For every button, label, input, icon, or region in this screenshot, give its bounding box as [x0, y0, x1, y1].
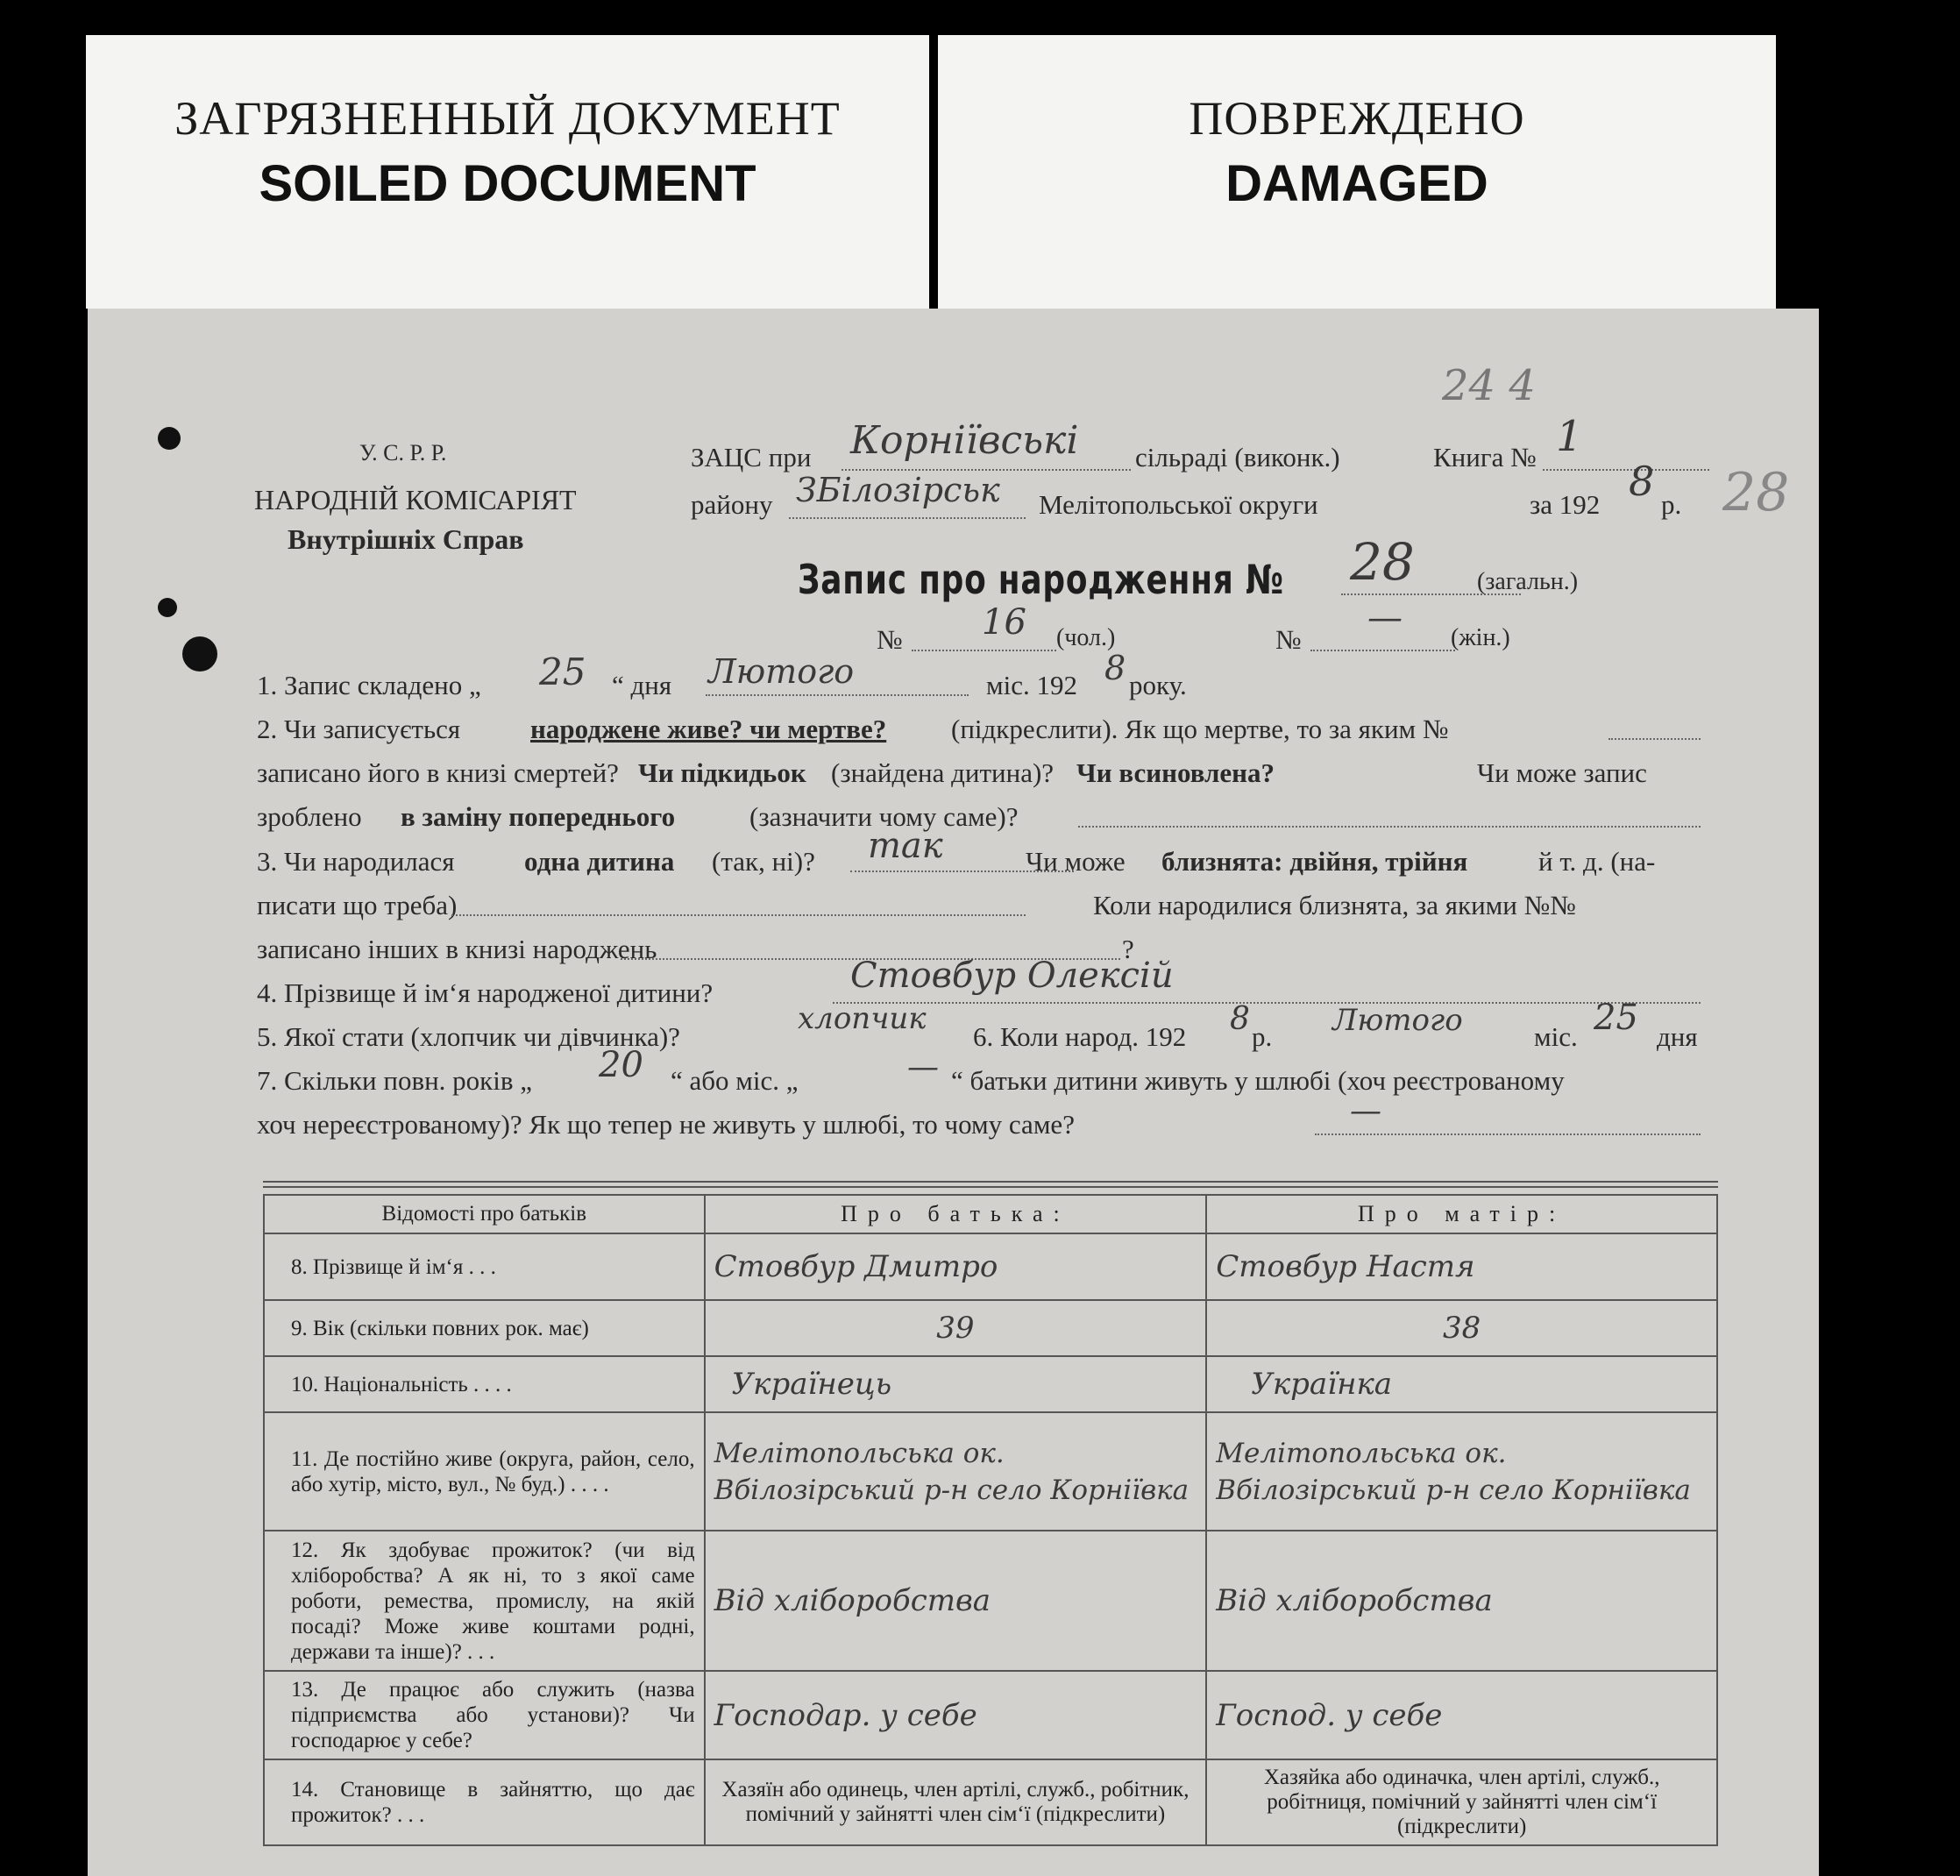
row-label-occupation-status: 14. Становище в зайняттю, що дає прожиток? . . .: [264, 1759, 705, 1845]
row-label-age: 9. Вік (скільки повних рок. має): [264, 1300, 705, 1356]
q6-text-e: дня: [1657, 1021, 1698, 1052]
father-livelihood: Від хліборобства: [705, 1531, 1207, 1671]
father-age: 39: [705, 1300, 1207, 1356]
q1-text-b: “ дня: [612, 670, 672, 700]
table-row: [264, 1671, 1717, 1759]
commissariat-header: НАРОДНІЙ КОМІСАРІЯТ: [254, 484, 577, 515]
q1-text-d: року.: [1129, 670, 1187, 700]
q2-line1-c: (підкреслити). Як що мертве, то за яким №: [951, 714, 1449, 744]
q2-line3-b: в заміну попереднього: [401, 801, 676, 832]
q3-line1-d: Чи може: [1026, 846, 1126, 877]
q1-month-handwritten: Лютого: [708, 652, 855, 691]
q3-line3-b: ?: [1122, 934, 1134, 964]
label-right-en: DAMAGED: [1225, 155, 1488, 212]
table-header-row: [264, 1195, 1717, 1233]
male-suffix: (чол.): [1056, 624, 1116, 651]
q3-line1-e: близнята: двійня, трійня: [1161, 846, 1468, 877]
q2-line3-fill: [1078, 826, 1701, 828]
pencil-mark-top: 24 4: [1442, 361, 1536, 410]
mother-occupation-status: Хазяйка або одиначка, член артілі, служб., робітниця, помічний у зайнятті член сім‘ї (підкреслити): [1206, 1759, 1717, 1845]
birth-record-form: [88, 309, 1819, 1876]
q3-single-handwritten: так: [868, 826, 943, 866]
raion-line: [789, 517, 1026, 519]
q1-text-a: 1. Запис складено „: [257, 670, 481, 700]
q5-text-a: 5. Якої стати (хлопчик чи дівчинка)?: [257, 1021, 680, 1052]
row-label-nationality: 10. Національність . . . .: [264, 1356, 705, 1412]
damaged-label: [938, 35, 1776, 309]
pencil-mark-right: 28: [1722, 462, 1790, 523]
q2-line3-c: (зазначити чому саме)?: [749, 801, 1019, 832]
header-mother: Про матір:: [1206, 1195, 1717, 1233]
female-line: [1310, 650, 1455, 651]
q2-line3-a: зроблено: [257, 801, 362, 832]
q2-line2-a: записано його в книзі смертей?: [257, 757, 619, 788]
q2-line1-b: народжене живе? чи мертве?: [530, 714, 887, 744]
book-line: [1543, 469, 1709, 471]
q7-line1-b: “ або міс. „: [671, 1065, 799, 1096]
parents-table: [263, 1194, 1718, 1846]
ussr-header: У. С. Р. Р.: [359, 440, 447, 465]
q6-text-b: 6. Коли народ. 192: [973, 1021, 1187, 1052]
father-name: Стовбур Дмитро: [705, 1233, 1207, 1300]
table-row: [264, 1300, 1717, 1356]
punch-hole-icon: [158, 598, 177, 617]
row-label-livelihood: 12. Як здобуває прожиток? (чи від хліборобства? А як ні, то з якої саме роботи, ремества, промислу, на якій посаді? Може живе коштами родні, держави та інше)? . . .: [264, 1531, 705, 1671]
year-handwritten: 8: [1629, 458, 1655, 505]
male-no-sign: №: [877, 624, 903, 655]
okrug-text: Мелітопольської округи: [1039, 489, 1318, 520]
row-label-residence: 11. Де постійно живе (округа, район, село, або хутір, місто, вул., № буд.) . . . .: [264, 1412, 705, 1531]
q3-line2-a: писати що треба): [257, 890, 458, 920]
father-workplace: Господар. у себе: [705, 1671, 1207, 1759]
header-info: Відомості про батьків: [264, 1195, 705, 1233]
punch-hole-icon: [158, 427, 181, 450]
soiled-document-label: [86, 35, 929, 309]
mother-name: Стовбур Настя: [1206, 1233, 1717, 1300]
mother-livelihood: Від хліборобства: [1206, 1531, 1717, 1671]
year-label: за 192: [1530, 489, 1601, 520]
table-row: [264, 1531, 1717, 1671]
table-row: [264, 1233, 1717, 1300]
q3-line1-f: й т. д. (на-: [1538, 846, 1656, 877]
q1-month-line: [706, 694, 969, 696]
q6-day-handwritten: 25: [1594, 998, 1638, 1038]
q7-line2-handwritten: —: [1350, 1093, 1381, 1129]
mother-age: 38: [1206, 1300, 1717, 1356]
father-occupation-status: Хазяїн або одинець, член артілі, служб., робітник, помічний у зайнятті член сім‘ї (підкреслити): [705, 1759, 1207, 1845]
mother-residence: Мелітопольська ок. Вбілозірський р-н село Корніївка: [1206, 1412, 1717, 1531]
q1-text-c: міс. 192: [986, 670, 1077, 700]
father-nationality: Українець: [705, 1356, 1207, 1412]
q4-child-name-handwritten: Стовбур Олексій: [850, 956, 1174, 996]
year-suffix: р.: [1661, 489, 1682, 520]
q3-line2-b: Коли народилися близнята, за якими №№: [1093, 890, 1576, 920]
q6-month-handwritten: Лютого: [1332, 1003, 1463, 1038]
female-no-sign: №: [1275, 624, 1302, 655]
q2-death-number-line: [1608, 738, 1701, 740]
book-label: Книга №: [1433, 442, 1537, 473]
label-left-ru: ЗАГРЯЗНЕННЫЙ ДОКУМЕНТ: [174, 92, 841, 145]
q7-years-handwritten: 20: [599, 1045, 643, 1085]
q7-months-handwritten: —: [907, 1049, 939, 1085]
raion-prefix: району: [691, 489, 773, 520]
header-father: Про батька:: [705, 1195, 1207, 1233]
q5-sex-handwritten: хлопчик: [798, 1001, 927, 1036]
q1-day-handwritten: 25: [539, 650, 586, 693]
male-number-handwritten: 16: [982, 602, 1026, 643]
q2-line1-a: 2. Чи записується: [257, 714, 461, 744]
zags-handwritten: Корніївські: [850, 418, 1079, 463]
q1-year-handwritten: 8: [1104, 649, 1126, 687]
q6-year-handwritten: 8: [1230, 1001, 1250, 1037]
q4-text: 4. Прізвище й ім‘я народженої дитини?: [257, 977, 714, 1008]
q3-line1-b: одна дитина: [524, 846, 675, 877]
q2-line2-b: Чи підкидьок: [638, 757, 806, 788]
q7-line: [1315, 1133, 1701, 1135]
q2-line2-d: Чи всиновлена?: [1076, 757, 1275, 788]
q3-line1-c: (так, ні)?: [712, 846, 815, 877]
label-right-ru: ПОВРЕЖДЕНО: [1189, 92, 1525, 145]
record-total-handwritten: 28: [1350, 532, 1415, 592]
raion-handwritten: ЗБілозірськ: [796, 471, 1000, 509]
q7-line1-c: “ батьки дитини живуть у шлюбі (хоч реєстрованому: [951, 1065, 1565, 1096]
male-line: [912, 650, 1056, 651]
father-residence: Мелітопольська ок. Вбілозірський р-н село Корніївка: [705, 1412, 1207, 1531]
mother-workplace: Господ. у себе: [1206, 1671, 1717, 1759]
row-label-workplace: 13. Де працює або служить (назва підприємства або установи)? Чи господарює у себе?: [264, 1671, 705, 1759]
q2-line2-e: Чи може запис: [1477, 757, 1647, 788]
label-left-en: SOILED DOCUMENT: [259, 155, 756, 212]
table-row: [264, 1412, 1717, 1531]
punch-hole-icon: [182, 636, 217, 672]
female-suffix: (жін.): [1451, 624, 1510, 651]
q3-line3-a: записано інших в книзі народжень: [257, 934, 657, 964]
female-number-handwritten: —: [1367, 598, 1403, 638]
q6-text-c: р.: [1252, 1021, 1273, 1052]
book-handwritten: 1: [1556, 412, 1583, 461]
q2-line2-c: (знайдена дитина)?: [831, 757, 1055, 788]
table-row: [264, 1759, 1717, 1845]
q4-line: [833, 1002, 1701, 1004]
zags-prefix: ЗАЦС при: [691, 442, 812, 473]
q7-line1-a: 7. Скільки повн. років „: [257, 1065, 532, 1096]
row-label-name: 8. Прізвище й ім‘я . . .: [264, 1233, 705, 1300]
q3-line2-fill: [451, 914, 1026, 916]
q7-line2: хоч нереєстрованому)? Як що тепер не живуть у шлюбі, то чому саме?: [257, 1109, 1075, 1140]
record-total-suffix: (загальн.): [1477, 568, 1579, 595]
q6-text-d: міс.: [1534, 1021, 1578, 1052]
mother-nationality: Українка: [1206, 1356, 1717, 1412]
table-top-rule: [263, 1181, 1718, 1188]
record-title: Запис про народження №: [798, 556, 1284, 603]
internal-affairs-header: Внутрішніх Справ: [288, 523, 524, 555]
silradi-text: сільраді (виконк.): [1135, 442, 1340, 473]
q3-line1-a: 3. Чи народилася: [257, 846, 455, 877]
table-row: [264, 1356, 1717, 1412]
